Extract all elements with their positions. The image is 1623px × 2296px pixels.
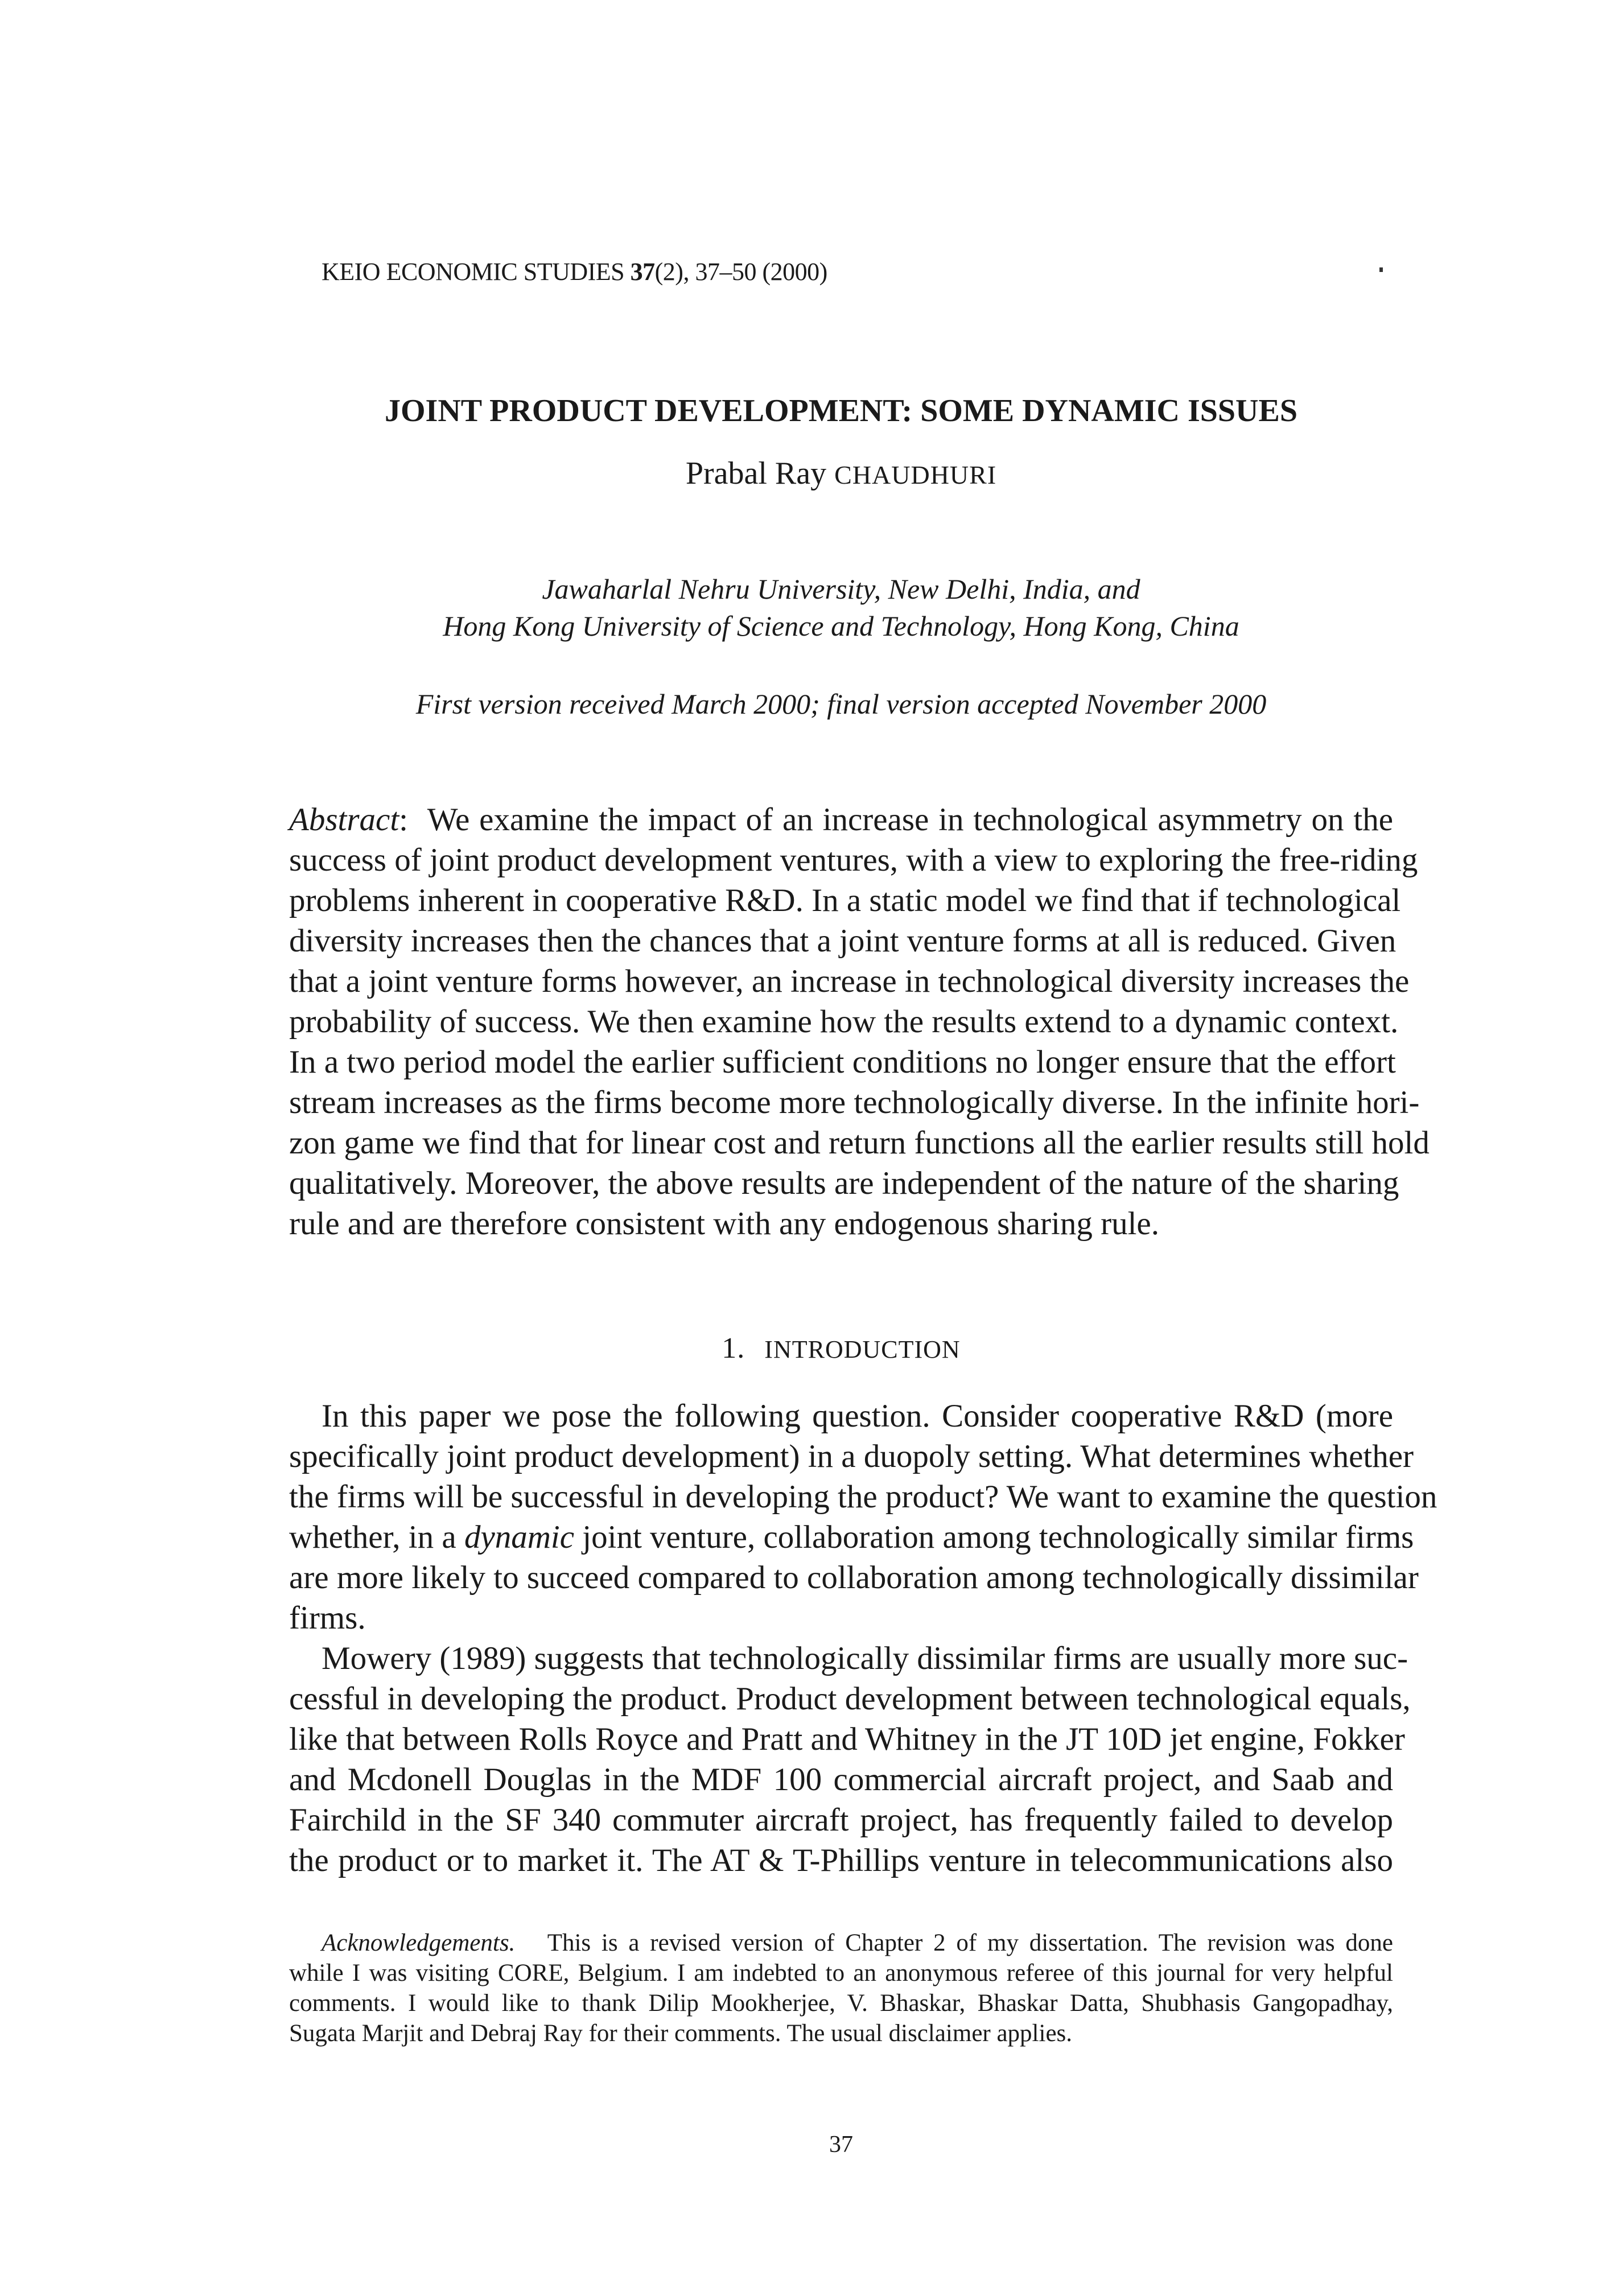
footnote-line: Sugata Marjit and Debraj Ray for their comments. The usual disclaimer applies.	[289, 2020, 1073, 2047]
abstract-label: Abstract	[289, 802, 399, 838]
scan-speck	[1379, 267, 1383, 272]
page-number: 37	[829, 2132, 853, 2158]
paragraph-line: Fairchild in the SF 340 commuter aircraft project, has frequently failed to develop	[289, 1802, 1393, 1838]
abstract-line	[289, 799, 1393, 840]
affiliation: Hong Kong University of Science and Technology, Hong Kong, China	[443, 610, 1239, 642]
abstract-line: In a two period model the earlier sufficient conditions no longer ensure that the effort	[289, 1044, 1396, 1080]
abstract-colon: :	[399, 802, 408, 838]
footnote-text: This is a revised version of Chapter 2 of my dissertation. The revision was done	[547, 1930, 1393, 1956]
paragraph-line: and Mcdonell Douglas in the MDF 100 commercial aircraft project, and Saab and	[289, 1762, 1393, 1798]
paragraph-line: like that between Rolls Royce and Pratt and Whitney in the JT 10D jet engine, Fokker	[289, 1721, 1405, 1757]
footnote-line: while I was visiting CORE, Belgium. I am indebted to an anonymous referee of this journal for very helpful	[289, 1960, 1393, 1986]
abstract-line: probability of success. We then examine how the results extend to a dynamic context.	[289, 1004, 1399, 1040]
paragraph-line: Mowery (1989) suggests that technologically dissimilar firms are usually more suc-	[322, 1640, 1408, 1676]
abstract	[289, 799, 1430, 1244]
paragraph-line: specifically joint product development) in a duopoly setting. What determines whether	[289, 1438, 1414, 1474]
paragraph-line: the product or to market it. The AT & T-Phillips venture in telecommunications also	[289, 1842, 1393, 1878]
abstract-line: success of joint product development ventures, with a view to exploring the free-riding	[289, 842, 1418, 878]
section-heading	[289, 1332, 1393, 1365]
abstract-line: that a joint venture forms however, an increase in technological diversity increases the	[289, 963, 1410, 999]
text-run: whether, in a	[289, 1519, 464, 1555]
abstract-text: We examine the impact of an increase in technological asymmetry on the	[427, 802, 1393, 838]
paper-title: JOINT PRODUCT DEVELOPMENT: SOME DYNAMIC ISSUES	[385, 393, 1297, 428]
paragraph-line: are more likely to succeed compared to collaboration among technologically dissimilar	[289, 1560, 1419, 1596]
footnote-line	[289, 1928, 1393, 1958]
abstract-line: zon game we find that for linear cost and return functions all the earlier results still hold	[289, 1125, 1430, 1161]
abstract-line: problems inherent in cooperative R&D. In a static model we find that if technological	[289, 883, 1401, 918]
section-title: INTRODUCTION	[764, 1335, 961, 1363]
received-dates: First version received March 2000; final version accepted November 2000	[415, 688, 1267, 720]
footnote-line: comments. I would like to thank Dilip Mookherjee, V. Bhaskar, Bhaskar Datta, Shubhasis Gangopadhay,	[289, 1990, 1393, 2017]
footnote-label: Acknowledgements.	[322, 1930, 516, 1956]
abstract-line: stream increases as the firms become more technologically diverse. In the infinite hori-	[289, 1085, 1420, 1120]
paragraph-line: cessful in developing the product. Product development between technological equals,	[289, 1681, 1411, 1717]
journal-volume: 37	[630, 258, 655, 286]
acknowledgements-footnote	[289, 1928, 1393, 2048]
section-number: 1.	[722, 1332, 745, 1365]
abstract-line: qualitatively. Moreover, the above results are independent of the nature of the sharing	[289, 1165, 1399, 1201]
emphasis: dynamic	[464, 1519, 575, 1555]
paragraph-line	[289, 1517, 1414, 1557]
affiliation: Jawaharlal Nehru University, New Delhi, India, and	[542, 573, 1140, 605]
journal-name: KEIO ECONOMIC STUDIES	[322, 258, 631, 286]
running-head	[322, 257, 827, 286]
paragraph-line: the firms will be successful in developing the product? We want to examine the question	[289, 1479, 1437, 1515]
abstract-line: rule and are therefore consistent with any endogenous sharing rule.	[289, 1206, 1159, 1242]
author-surname: CHAUDHURI	[834, 460, 997, 489]
paragraph-line: In this paper we pose the following question. Consider cooperative R&D (more	[322, 1398, 1393, 1434]
text-run: joint venture, collaboration among technologically similar firms	[574, 1519, 1414, 1555]
paragraph-line: firms.	[289, 1600, 366, 1636]
author-given-name: Prabal Ray	[685, 456, 835, 491]
introduction-body	[289, 1396, 1437, 1881]
abstract-line: diversity increases then the chances that a joint venture forms at all is reduced. Given	[289, 923, 1397, 959]
author-name	[289, 455, 1393, 492]
journal-issue-pages: (2), 37–50 (2000)	[654, 258, 827, 286]
